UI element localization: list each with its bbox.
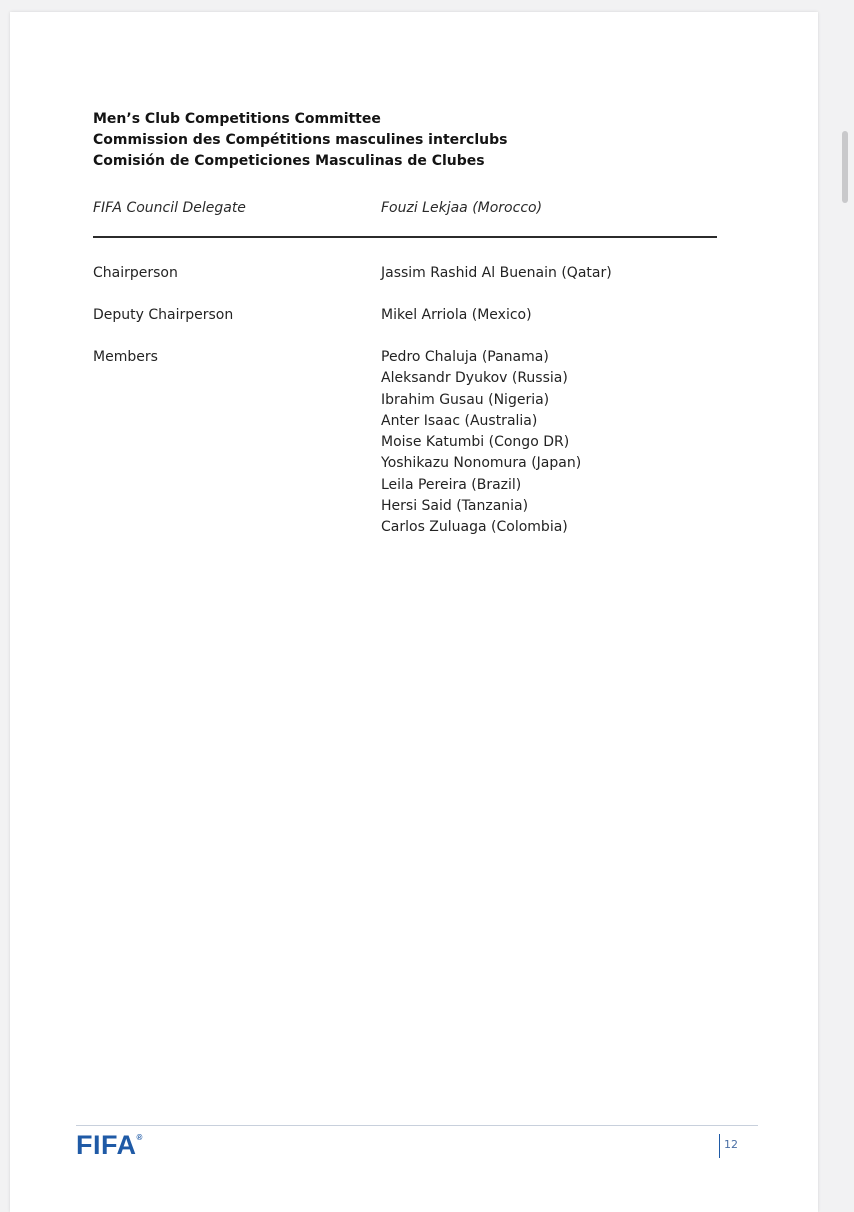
members-label: Members — [93, 349, 158, 365]
section-divider — [93, 236, 717, 238]
list-item: Hersi Said (Tanzania) — [381, 498, 529, 515]
chairperson-label: Chairperson — [93, 265, 178, 281]
list-item: Carlos Zuluaga (Colombia) — [381, 519, 568, 536]
footer-divider — [76, 1125, 758, 1126]
scrollbar-thumb[interactable] — [842, 131, 848, 203]
list-item: Pedro Chaluja (Panama) — [381, 349, 549, 365]
delegate-label: FIFA Council Delegate — [93, 200, 246, 216]
page-number: 12 — [724, 1138, 738, 1151]
list-item: Yoshikazu Nonomura (Japan) — [381, 455, 582, 472]
title-spanish: Comisión de Competiciones Masculinas de Clubes — [93, 153, 485, 169]
page-number-separator — [719, 1134, 720, 1158]
list-item: Moise Katumbi (Congo DR) — [381, 434, 570, 451]
list-item: Ibrahim Gusau (Nigeria) — [381, 391, 550, 408]
members-list — [381, 347, 581, 539]
document-page — [10, 12, 818, 1212]
deputy-chairperson-label: Deputy Chairperson — [93, 307, 234, 323]
chairperson-value: Jassim Rashid Al Buenain (Qatar) — [381, 265, 612, 281]
title-english: Men’s Club Competitions Committee — [93, 111, 381, 127]
title-french: Commission des Compétitions masculines interclubs — [93, 132, 508, 148]
delegate-value: Fouzi Lekjaa (Morocco) — [381, 200, 543, 216]
committee-titles — [93, 109, 507, 172]
fifa-logo — [76, 1130, 142, 1161]
list-item: Aleksandr Dyukov (Russia) — [381, 370, 568, 387]
list-item: Anter Isaac (Australia) — [381, 412, 538, 429]
deputy-chairperson-value: Mikel Arriola (Mexico) — [381, 307, 532, 323]
list-item: Leila Pereira (Brazil) — [381, 476, 522, 493]
logo-text: FIFA — [76, 1130, 137, 1160]
registered-mark: ® — [136, 1133, 143, 1142]
